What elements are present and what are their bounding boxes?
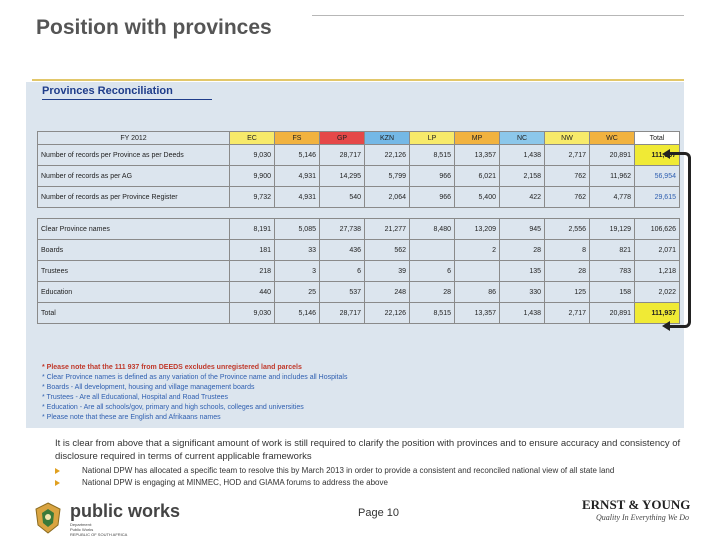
cell: 28 (410, 282, 455, 303)
col-header: Total (635, 132, 680, 145)
table-header-row (38, 132, 680, 145)
cell: 13,357 (455, 145, 500, 166)
col-header: LP (410, 132, 455, 145)
cell: 2,556 (545, 219, 590, 240)
cell: 19,129 (590, 219, 635, 240)
cell: 28 (545, 261, 590, 282)
cell: 821 (590, 240, 635, 261)
total-cell: 111,937 (635, 303, 680, 324)
cell: 8,515 (410, 145, 455, 166)
table-row (38, 187, 680, 208)
cell: 33 (275, 240, 320, 261)
cell: 783 (590, 261, 635, 282)
cell: 440 (230, 282, 275, 303)
cell: 28,717 (320, 303, 365, 324)
row-label: Education (38, 282, 230, 303)
table-row (38, 145, 680, 166)
cell: 248 (365, 282, 410, 303)
cell: 436 (320, 240, 365, 261)
table-row (38, 166, 680, 187)
cell: 562 (365, 240, 410, 261)
col-header: EC (230, 132, 275, 145)
cell: 8,515 (410, 303, 455, 324)
row-label: Number of records per Province as per Deeds (38, 145, 230, 166)
total-cell: 56,954 (635, 166, 680, 187)
cell: 20,891 (590, 145, 635, 166)
cell: 27,738 (320, 219, 365, 240)
cell: 5,799 (365, 166, 410, 187)
row-label: Total (38, 303, 230, 324)
reconciliation-bracket (670, 152, 691, 328)
bullet-text: National DPW is engaging at MINMEC, HOD and GIAMA forums to address the above (82, 478, 388, 487)
cell: 537 (320, 282, 365, 303)
cell: 22,126 (365, 303, 410, 324)
cell: 8,480 (410, 219, 455, 240)
panel-heading: Provinces Reconciliation (42, 85, 173, 97)
total-cell: 111,937 (635, 145, 680, 166)
cell: 181 (230, 240, 275, 261)
cell: 422 (500, 187, 545, 208)
cell: 20,891 (590, 303, 635, 324)
cell: 8 (545, 240, 590, 261)
table-notes (42, 363, 347, 423)
cell: 21,277 (365, 219, 410, 240)
gold-divider (32, 79, 684, 81)
bullet-arrow-icon (55, 468, 60, 474)
cell: 9,732 (230, 187, 275, 208)
cell: 9,900 (230, 166, 275, 187)
cell: 9,030 (230, 303, 275, 324)
table-row (38, 219, 680, 240)
slide-title: Position with provinces (36, 16, 272, 39)
bullet-arrow-icon (55, 480, 60, 486)
bracket-arrow-bottom (662, 321, 670, 331)
col-header: WC (590, 132, 635, 145)
table-spacer (38, 208, 680, 219)
cell: 14,295 (320, 166, 365, 187)
logo-sub: REPUBLIC OF SOUTH AFRICA (70, 532, 128, 537)
cell: 28 (500, 240, 545, 261)
cell: 762 (545, 166, 590, 187)
list-item (55, 477, 705, 489)
year-header: FY 2012 (38, 132, 230, 145)
cell: 4,778 (590, 187, 635, 208)
cell: 1,438 (500, 303, 545, 324)
cell: 5,146 (275, 303, 320, 324)
cell: 4,931 (275, 166, 320, 187)
col-header: KZN (365, 132, 410, 145)
cell: 3 (275, 261, 320, 282)
coat-of-arms-icon (32, 501, 64, 535)
bullet-text: National DPW has allocated a specific team to resolve this by March 2013 in order to provide a consistent and reconciled national view of all state land (82, 466, 615, 475)
total-cell: 2,022 (635, 282, 680, 303)
note-line: * Education - Are all schools/gov, primary and high schools, colleges and universities (42, 404, 304, 411)
cell: 158 (590, 282, 635, 303)
note-line: * Please note that the 111 937 from DEEDS excludes unregistered land parcels (42, 364, 302, 371)
total-cell: 1,218 (635, 261, 680, 282)
logo-sub: Department: (70, 522, 93, 527)
cell: 945 (500, 219, 545, 240)
ernst-young-logo (582, 497, 690, 522)
total-cell: 106,626 (635, 219, 680, 240)
cell: 966 (410, 166, 455, 187)
logo-sub: Public Works (70, 527, 94, 532)
cell: 13,209 (455, 219, 500, 240)
cell: 2,064 (365, 187, 410, 208)
table-row (38, 261, 680, 282)
row-label: Boards (38, 240, 230, 261)
row-label: Number of records as per Province Register (38, 187, 230, 208)
note-line: * Clear Province names is defined as any variation of the Province name and includes all Hospitals (42, 374, 348, 381)
total-cell: 2,071 (635, 240, 680, 261)
cell: 25 (275, 282, 320, 303)
cell: 22,126 (365, 145, 410, 166)
cell: 125 (545, 282, 590, 303)
firm-tagline: Quality In Everything We Do (596, 513, 690, 522)
cell: 11,962 (590, 166, 635, 187)
cell: 540 (320, 187, 365, 208)
bracket-arrow-top (662, 149, 670, 159)
cell: 2 (455, 240, 500, 261)
note-line: * Boards - All development, housing and village management boards (42, 384, 255, 391)
title-divider (312, 15, 684, 16)
row-label: Number of records as per AG (38, 166, 230, 187)
cell: 6 (410, 261, 455, 282)
cell (455, 261, 500, 282)
table-row (38, 240, 680, 261)
page-number: Page 10 (358, 507, 399, 519)
cell: 135 (500, 261, 545, 282)
note-line: * Trustees - Are all Educational, Hospital and Road Trustees (42, 394, 228, 401)
summary-paragraph: It is clear from above that a significant amount of work is still required to clarify the position with provinces and to ensure accuracy and consistency of disclosure required in terms of current applicable frameworks (55, 438, 681, 462)
row-label: Clear Province names (38, 219, 230, 240)
cell (410, 240, 455, 261)
cell: 13,357 (455, 303, 500, 324)
provinces-table (37, 131, 680, 324)
panel-heading-underline (42, 99, 212, 100)
firm-name: ERNST & YOUNG (582, 497, 691, 512)
note-line: * Please note that these are English and Afrikaans names (42, 414, 221, 421)
cell: 218 (230, 261, 275, 282)
public-works-logo (32, 501, 180, 537)
table-row (38, 282, 680, 303)
cell: 762 (545, 187, 590, 208)
bullet-list (55, 465, 705, 489)
cell: 86 (455, 282, 500, 303)
cell: 4,931 (275, 187, 320, 208)
cell: 966 (410, 187, 455, 208)
cell: 39 (365, 261, 410, 282)
cell: 330 (500, 282, 545, 303)
cell: 9,030 (230, 145, 275, 166)
col-header: NW (545, 132, 590, 145)
cell: 2,717 (545, 145, 590, 166)
list-item (55, 465, 705, 477)
cell: 28,717 (320, 145, 365, 166)
cell: 5,085 (275, 219, 320, 240)
col-header: GP (320, 132, 365, 145)
col-header: MP (455, 132, 500, 145)
col-header: NC (500, 132, 545, 145)
cell: 1,438 (500, 145, 545, 166)
cell: 6 (320, 261, 365, 282)
cell: 5,400 (455, 187, 500, 208)
cell: 2,158 (500, 166, 545, 187)
logo-name: public works (70, 501, 181, 521)
cell: 5,146 (275, 145, 320, 166)
cell: 2,717 (545, 303, 590, 324)
col-header: FS (275, 132, 320, 145)
cell: 6,021 (455, 166, 500, 187)
row-label: Trustees (38, 261, 230, 282)
total-cell: 29,615 (635, 187, 680, 208)
cell: 8,191 (230, 219, 275, 240)
table-row (38, 303, 680, 324)
